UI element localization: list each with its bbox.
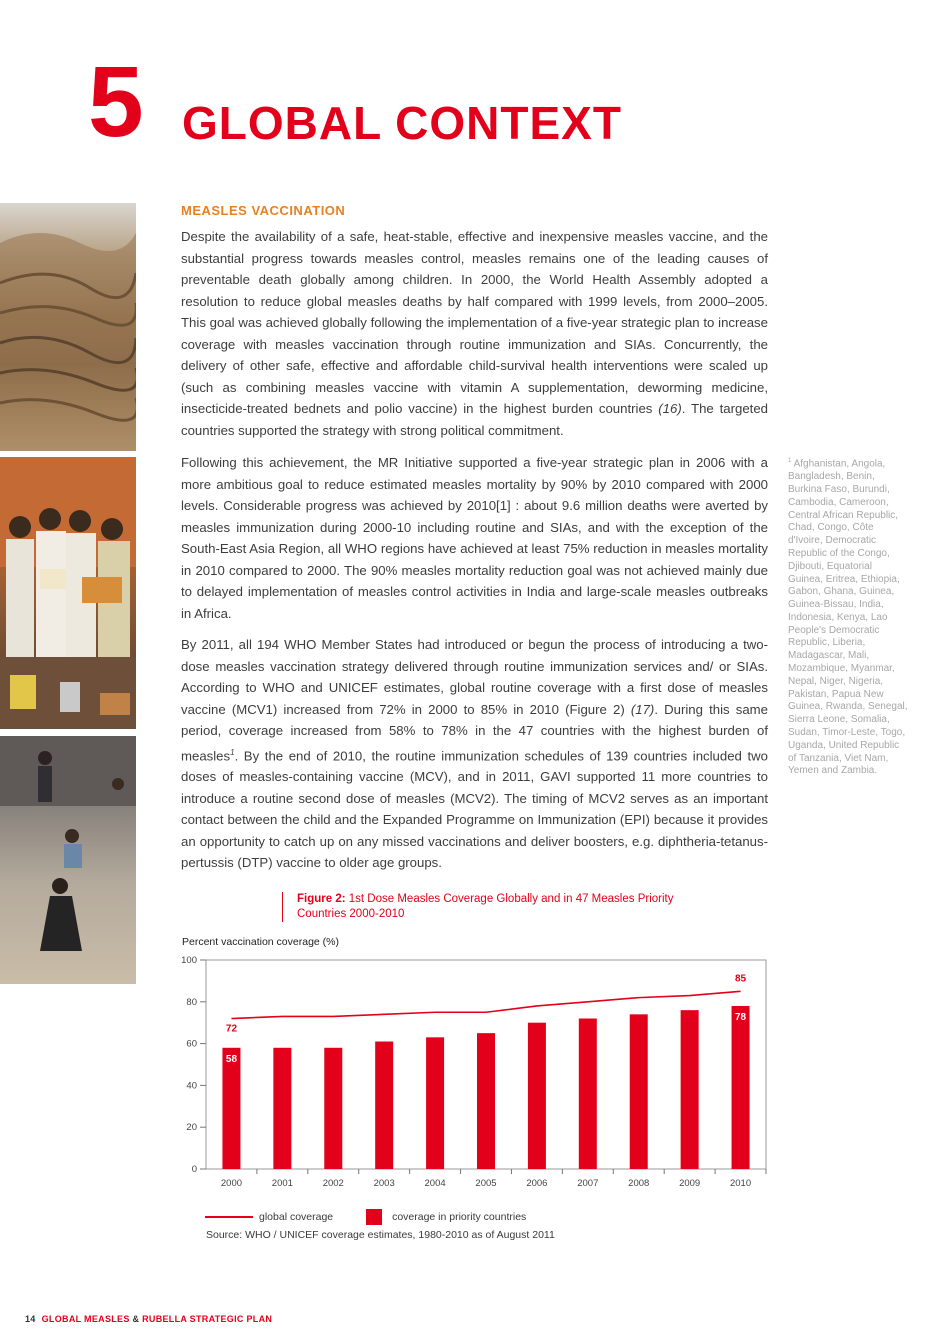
citation-ref: (16) — [658, 401, 682, 416]
y-tick-label: 100 — [181, 955, 197, 966]
bar-2004 — [426, 1037, 444, 1169]
x-tick-label: 2010 — [729, 1178, 752, 1189]
figure-label: Figure 2: — [297, 893, 346, 905]
bar-2006 — [528, 1023, 546, 1169]
sidebar-footnote — [788, 455, 908, 778]
x-tick-label: 2004 — [424, 1178, 446, 1189]
chart-legend — [205, 1209, 526, 1225]
chapter-title: GLOBAL CONTEXT — [182, 97, 622, 149]
footer-ampersand: & — [132, 1314, 140, 1324]
x-tick-label: 2001 — [271, 1178, 293, 1189]
y-tick-label: 40 — [186, 1080, 197, 1092]
body-paragraph-2: Following this achievement, the MR Initiative supported a five-year strategic plan in 2006 with a more ambitious goal to reduce estimated measles mortality by 90% by 2010 compared with 2000 levels. Considerable progress was achieved by 2010[1] : about 9.6 million deaths were averted by measles immunization during 2000-10 including routine and SIAs, and with the exception of the South-East Asia Region, all WHO regions have achieved at least 75% reduction in measles mortality in 2010 compared to 2000. The 90% measles mortality reduction goal was not achieved mainly due to delayed implementation of measles control activities in India and large-scale measles outbreaks in Africa. — [181, 455, 768, 621]
bar-2003 — [375, 1042, 393, 1169]
legend-line-swatch — [205, 1216, 253, 1218]
x-tick-label: 2000 — [220, 1178, 243, 1189]
footnote-text: Afghanistan, Angola, Bangladesh, Benin, Burkina Faso, Burundi, Cambodia, Cameroon, Central African Republic, Chad, Congo, Côte d'Ivoire, Democratic Republic of the Congo, Djibouti, Equatorial Guinea, Eritrea, Ethiopia, Gabon, Ghana, Guinea, Guinea-Bissau, India, Indonesia, Kenya, Lao People's Democratic Republic, Liberia, Madagascar, Mali, Mozambique, Myanmar, Nepal, Niger, Nigeria, Pakistan, Papua New Guinea, Rwanda, Senegal, Sierra Leone, Somalia, Sudan, Timor-Leste, Togo, Uganda, United Republic of Tanzania, Viet Nam, Yemen and Zambia. — [788, 458, 908, 777]
chart-source: Source: WHO / UNICEF coverage estimates, 1980-2010 as of August 2011 — [206, 1229, 555, 1241]
data-label: 78 — [734, 1011, 747, 1023]
footnote-marker: 1 — [788, 458, 792, 464]
body-text: Despite the availability of a safe, heat-stable, effective and inexpensive measles vaccine, and the substantial progress towards measles control, measles remains one of the leading causes of preventable death globally among children. In 2000, the World Health Assembly adopted a resolution to reduce global measles deaths by half compared with 1999 levels, from 2000–2005. This goal was achieved globally following the implementation of a five-year strategic plan to increase coverage with measles vaccination through routine immunization and SIAs. Concurrently, the delivery of other safe, effective and affordable child-survival health interventions were scaled up (such as combining measles vaccine with vitamin A supplementation, deworming medicine, insecticide-treated bednets and polio vaccine) in the highest burden countries — [181, 229, 768, 416]
y-tick-label: 60 — [186, 1038, 197, 1050]
children-playing-photo — [0, 736, 136, 984]
body-paragraph-1 — [181, 226, 768, 441]
figure-caption-text: 1st Dose Measles Coverage Globally and in 47 Measles Priority Countries 2000-2010 — [297, 893, 674, 920]
x-tick-label: 2008 — [628, 1178, 650, 1189]
chapter-number: 5 — [88, 46, 142, 158]
x-tick-label: 2002 — [322, 1178, 344, 1189]
page-number: 14 — [25, 1314, 36, 1324]
bar-2007 — [579, 1019, 597, 1169]
body-text: By 2011, all 194 WHO Member States had introduced or begun the process of introducing a two-dose measles vaccination strategy delivered through routine immunization services and/ or SIAs. According to WHO and UNICEF estimates, global routine coverage with a first dose of measles vaccine (MCV1) increased from 72% in 2000 to 85% in 2010 (Figure 2) — [181, 637, 768, 717]
data-label: 58 — [225, 1053, 238, 1065]
x-tick-label: 2006 — [526, 1178, 548, 1189]
legend-line-label: global coverage — [259, 1210, 334, 1223]
group-of-men-photo — [0, 457, 136, 729]
legend-bar-swatch — [366, 1209, 382, 1225]
body-text: . During this same period, coverage increased from 58% to 78% in the 47 countries with the highest burden of measles — [181, 701, 768, 763]
x-tick-label: 2003 — [373, 1178, 395, 1189]
bar-2000 — [222, 1048, 240, 1169]
global-coverage-line — [231, 991, 740, 1018]
y-tick-label: 20 — [186, 1122, 197, 1134]
coverage-chart — [176, 930, 776, 1200]
bar-2009 — [681, 1010, 699, 1169]
bar-2001 — [273, 1048, 291, 1169]
bar-2008 — [630, 1014, 648, 1169]
legend-bar-label: coverage in priority countries — [392, 1210, 527, 1223]
bar-2010 — [732, 1006, 750, 1169]
page-footer — [25, 1314, 272, 1324]
data-label: 72 — [225, 1023, 238, 1035]
footer-title-part1: GLOBAL MEASLES — [41, 1314, 130, 1324]
figure-caption — [282, 892, 697, 922]
x-tick-label: 2009 — [679, 1178, 701, 1189]
x-tick-label: 2007 — [577, 1178, 599, 1189]
footer-title-part2: RUBELLA STRATEGIC PLAN — [142, 1314, 273, 1324]
body-paragraph-3 — [181, 634, 768, 874]
bar-2002 — [324, 1048, 342, 1169]
section-heading: MEASLES VACCINATION — [181, 203, 346, 218]
data-label: 85 — [734, 973, 747, 985]
y-tick-label: 0 — [191, 1164, 197, 1175]
bar-2005 — [477, 1033, 495, 1169]
y-tick-label: 80 — [186, 996, 197, 1008]
body-text: . By the end of 2010, the routine immunization schedules of 139 countries included two doses of measles-containing vaccine (MCV), and in 2011, GAVI supported 11 more countries to introduce a routine second dose of measles (MCV2). The timing of MCV2 serves as an important contact between the child and the Expanded Programme on Immunization (EPI) because it provides an opportunity to catch up on any missed vaccinations and deliver boosters, e.g. diphtheria-tetanus-pertussis (DTP) vaccine to older age groups. — [181, 747, 768, 871]
x-tick-label: 2005 — [475, 1178, 497, 1189]
footnote-marker: 1 — [230, 747, 235, 757]
y-axis-title: Percent vaccination coverage (%) — [182, 936, 339, 948]
body-text: . The targeted countries supported the strategy with strong political commitment. — [181, 401, 769, 438]
citation-ref: (17) — [630, 701, 655, 717]
terraced-hillside-photo — [0, 203, 136, 451]
